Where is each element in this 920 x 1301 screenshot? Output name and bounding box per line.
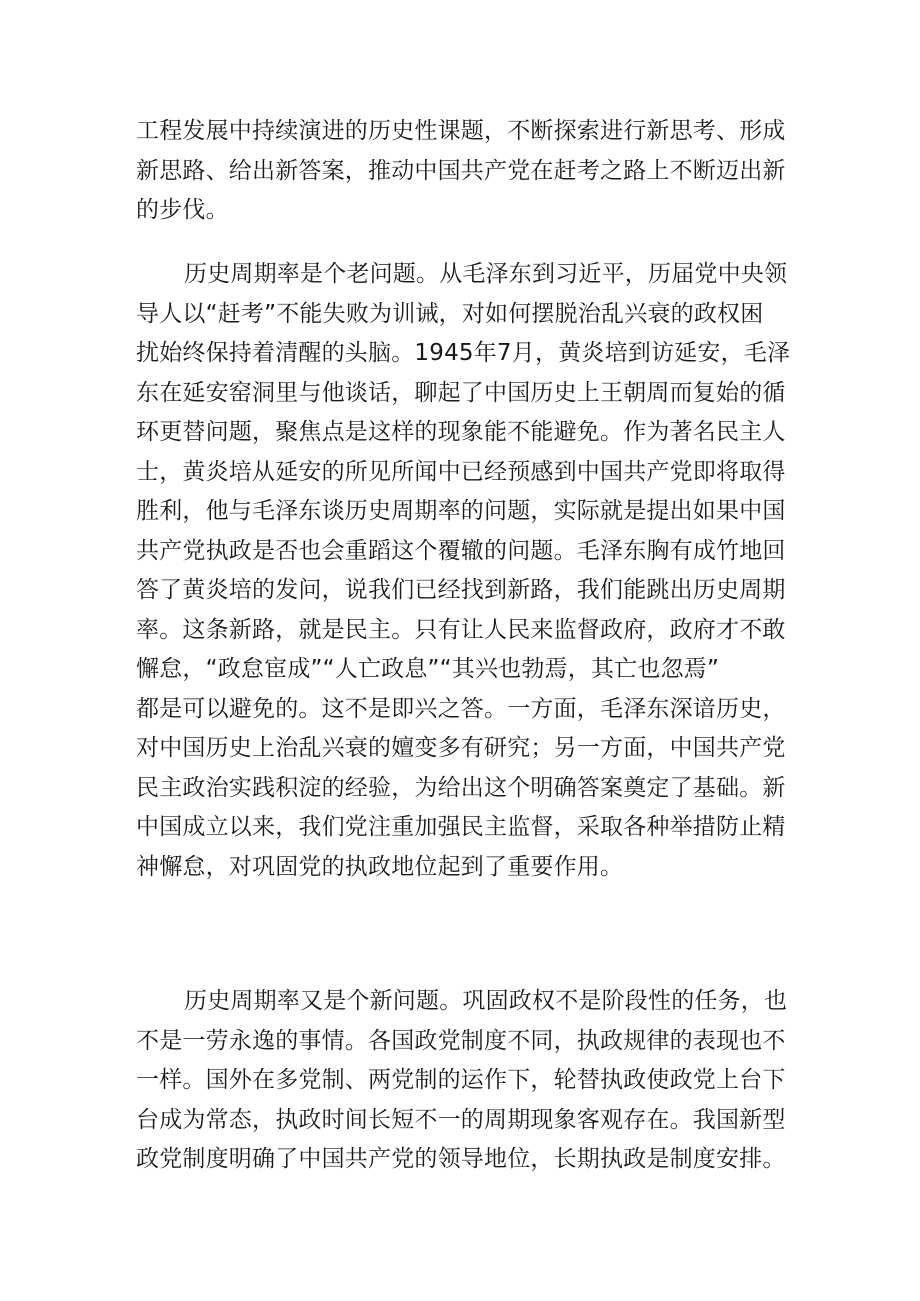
text-line: 东在延安窑洞里与他谈话，聊起了中国历史上王朝周而复始的循 <box>136 379 786 406</box>
paragraph-2 <box>136 255 791 887</box>
text-line: 一样。国外在多党制、两党制的运作下，轮替执政使政党上台下 <box>136 1067 786 1093</box>
text-line: 懈怠，“政怠宦成”“人亡政息”“其兴也勃焉，其亡也忽焉” <box>136 656 720 682</box>
text-line: 中国成立以来，我们党注重加强民主监督，采取各种举措防止精 <box>136 814 786 840</box>
text-line: 民主政治实践积淀的经验，为给出这个明确答案奠定了基础。新 <box>136 774 786 801</box>
text-line: 工程发展中持续演进的历史性课题，不断探索进行新思考、形成 <box>136 118 786 144</box>
text-line: 共产党执政是否也会重蹈这个覆辙的问题。毛泽东胸有成竹地回 <box>136 537 786 564</box>
text-line: 神懈怠，对巩固党的执政地位起到了重要作用。 <box>136 853 624 880</box>
text-line: 率。这条新路，就是民主。只有让人民来监督政府，政府才不敢 <box>136 616 786 643</box>
paragraph-3 <box>136 982 786 1180</box>
text-line: 环更替问题，聚焦点是这样的现象能不能避免。作为著名民主人 <box>136 419 786 445</box>
text-line: 士，黄炎培从延安的所见所闻中已经预感到中国共产党即将取得 <box>136 458 786 485</box>
text-line: 扰始终保持着清醒的头脑。1945年7月，黄炎培到访延安，毛泽 <box>136 340 791 366</box>
paragraph-1 <box>136 112 786 231</box>
text-line: 胜利，他与毛泽东谈历史周期率的问题，实际就是提出如果中国 <box>136 498 786 524</box>
text-line: 新思路、给出新答案，推动中国共产党在赶考之路上不断迈出新 <box>136 157 786 184</box>
text-line: 导人以“赶考”不能失败为训诫，对如何摆脱治乱兴衰的政权困 <box>136 300 764 327</box>
text-line: 历史周期率又是个新问题。巩固政权不是阶段性的任务，也 <box>184 988 788 1014</box>
text-line: 的步伐。 <box>136 197 229 223</box>
text-line: 对中国历史上治乱兴衰的嬗变多有研究；另一方面，中国共产党 <box>136 735 786 761</box>
text-line: 政党制度明确了中国共产党的领导地位，长期执政是制度安排。 <box>136 1146 786 1172</box>
text-line: 台成为常态，执政时间长短不一的周期现象客观存在。我国新型 <box>136 1106 786 1133</box>
text-line: 历史周期率是个老问题。从毛泽东到习近平，历届党中央领 <box>184 261 788 287</box>
text-line: 都是可以避免的。这不是即兴之答。一方面，毛泽东深谙历史， <box>136 695 786 722</box>
text-line: 不是一劳永逸的事情。各国政党制度不同，执政规律的表现也不 <box>136 1027 786 1054</box>
text-line: 答了黄炎培的发问，说我们已经找到新路，我们能跳出历史周期 <box>136 577 786 603</box>
